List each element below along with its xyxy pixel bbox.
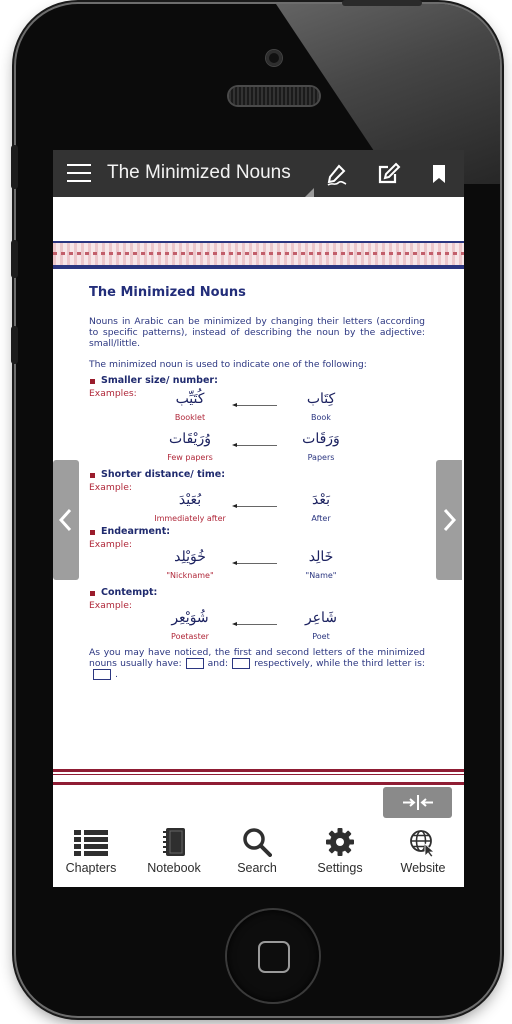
example-pair	[89, 549, 425, 589]
home-button-icon	[258, 941, 290, 973]
examples-label: Examples:	[89, 388, 137, 399]
prev-page-button[interactable]	[53, 460, 79, 580]
tab-search[interactable]	[217, 823, 297, 875]
document-page	[89, 285, 425, 690]
closing-text-1: As you may have noticed, the first and second letters of the minimized nouns usually have:	[89, 647, 425, 669]
base-english: Book	[311, 413, 331, 422]
examples-label: Example:	[89, 482, 132, 493]
minimized-english: Immediately after	[154, 514, 226, 523]
next-page-button[interactable]	[436, 460, 462, 580]
volume-up-button	[11, 240, 18, 278]
tab-chapters[interactable]	[53, 823, 131, 875]
top-ornament-band	[53, 241, 464, 267]
home-button[interactable]	[227, 910, 319, 1002]
minimized-english: Booklet	[174, 413, 206, 422]
arrow-left-icon	[237, 506, 277, 507]
bottom-ornament	[53, 769, 464, 785]
fatha-mark-box	[232, 658, 250, 669]
chevron-right-icon	[441, 508, 457, 532]
front-camera	[266, 50, 282, 66]
globe-icon	[409, 829, 437, 857]
damma-mark-box	[186, 658, 204, 669]
mute-switch	[11, 145, 18, 189]
bookmark-icon[interactable]	[426, 161, 452, 187]
minimized-arabic: وُرَيْقَات	[169, 431, 211, 447]
minimized-arabic: كُتَيِّب	[175, 391, 205, 407]
base-english: After	[311, 514, 331, 523]
base-english: "Name"	[305, 571, 337, 580]
example-pair	[89, 431, 425, 471]
base-english: Papers	[307, 453, 335, 462]
gear-icon	[325, 827, 355, 857]
compress-view-button[interactable]	[383, 787, 452, 818]
closing-and: and:	[207, 658, 229, 669]
section-title-contempt: Contempt:	[89, 587, 425, 598]
app-bar	[53, 150, 464, 197]
section-title-endearment: Endearment:	[89, 526, 425, 537]
section-title-size: Smaller size/ number:	[89, 375, 425, 386]
tab-label: Website	[400, 861, 446, 875]
search-icon	[242, 827, 272, 857]
edit-icon[interactable]	[376, 161, 402, 187]
minimized-arabic: شُوَيْعِر	[171, 610, 209, 626]
minimized-english: "Nickname"	[166, 571, 214, 580]
bottom-tab-bar	[53, 823, 464, 887]
tab-label: Settings	[317, 861, 363, 875]
section-title-distance: Shorter distance/ time:	[89, 469, 425, 480]
title-corner-fold	[305, 188, 314, 197]
examples-label: Example:	[89, 539, 132, 550]
power-button	[342, 0, 422, 6]
minimized-english: Poetaster	[171, 632, 209, 641]
tab-website[interactable]	[383, 823, 463, 875]
earpiece-speaker	[229, 87, 319, 105]
arrow-left-icon	[237, 445, 277, 446]
minimized-arabic: بُعَيْدَ	[178, 492, 202, 508]
app-screen	[53, 150, 464, 887]
notebook-icon	[162, 827, 186, 857]
chevron-left-icon	[58, 508, 74, 532]
tab-label: Notebook	[147, 861, 201, 875]
document-heading: The Minimized Nouns	[89, 285, 246, 300]
arrow-left-icon	[237, 405, 277, 406]
example-pair	[89, 391, 425, 431]
minimized-english: Few papers	[167, 453, 213, 462]
base-arabic: خَالِد	[308, 549, 334, 565]
compress-arrows-icon	[402, 794, 434, 811]
page-content	[53, 197, 464, 787]
base-arabic: كِتَاب	[306, 391, 336, 407]
closing-text-2: respectively, while the third letter is:	[254, 658, 425, 669]
base-english: Poet	[312, 632, 330, 641]
minimized-arabic: خُوَيْلِد	[174, 549, 206, 565]
hamburger-menu-icon[interactable]	[67, 164, 91, 182]
closing-paragraph	[89, 647, 425, 680]
arrow-left-icon	[237, 624, 277, 625]
base-arabic: وَرَقَات	[302, 431, 340, 447]
intro-paragraph: Nouns in Arabic can be minimized by changing their letters (according to specific patterns), instead of describing the noun by the adjective: small/little.	[89, 316, 425, 349]
tab-notebook[interactable]	[134, 823, 214, 875]
examples-label: Example:	[89, 600, 132, 611]
app-title: The Minimized Nouns	[107, 162, 291, 183]
tab-label: Search	[237, 861, 277, 875]
tab-settings[interactable]	[300, 823, 380, 875]
pen-icon[interactable]	[324, 161, 350, 187]
base-arabic: بَعْدَ	[312, 492, 330, 508]
example-pair	[89, 610, 425, 650]
closing-end: .	[115, 669, 118, 680]
tab-label: Chapters	[65, 861, 117, 875]
arrow-left-icon	[237, 563, 277, 564]
top-ornament-line	[53, 267, 464, 269]
volume-down-button	[11, 326, 18, 364]
base-arabic: شَاعِر	[304, 610, 338, 626]
list-icon	[73, 829, 109, 857]
usage-paragraph: The minimized noun is used to indicate one of the following:	[89, 359, 367, 370]
yaa-mark-box	[93, 669, 111, 680]
